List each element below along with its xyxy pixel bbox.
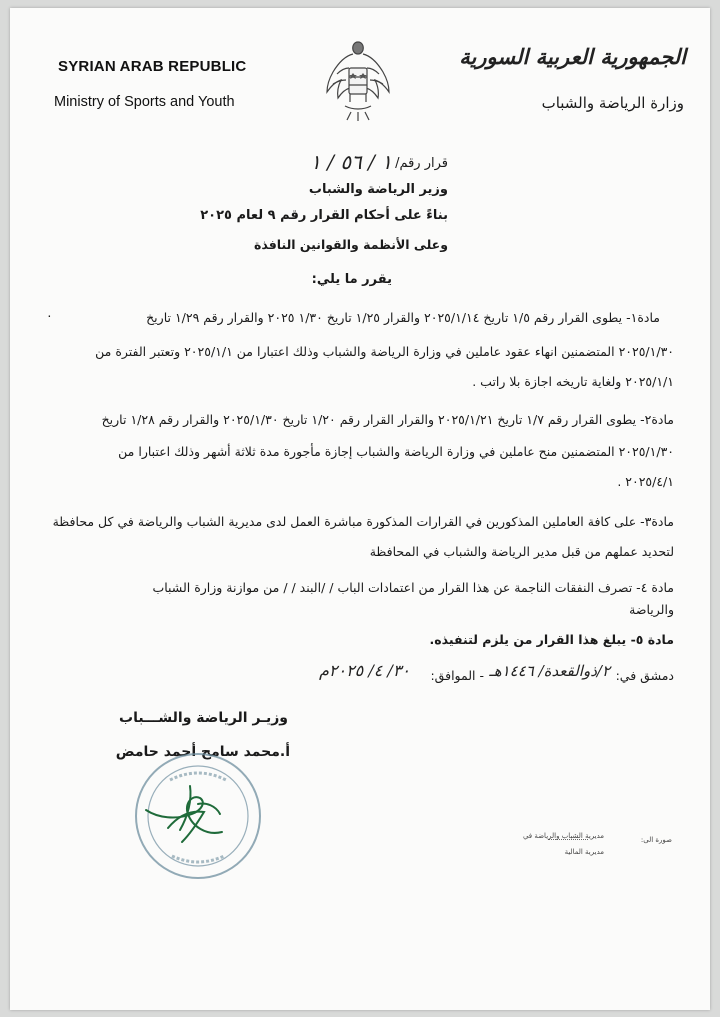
article-2-line-1: مادة٢- يطوى القرار رقم ١/٧ تاريخ ٢٠٢٥/١/٢١ والقرار القرار رقم ١/٢٠ تاريخ ٢٠٢٥/١/٣٠ والقرار رقم ١/٢٨ تاريخ — [101, 412, 674, 427]
article-5: مادة ٥- يبلغ هذا القرار من يلزم لتنفيذه. — [429, 632, 674, 647]
article-3-line-2: لتحديد عملهم من قبل مدير الرياضة والشباب في المحافظة — [369, 544, 674, 559]
article-4-line-2: والرياضة — [629, 602, 674, 617]
header-country-ar: الجمهورية العربية السورية — [459, 44, 686, 69]
article-1-line-3: ٢٠٢٥/١/١ ولغاية تاريخه اجازة بلا راتب . — [472, 374, 674, 389]
article-2-line-3: ٢٠٢٥/٤/١ . — [617, 474, 674, 489]
article-3-line-1: مادة٣- على كافة العاملين المذكورين في القرارات المذكورة مباشرة العمل لدى مديرية الشباب والرياضة في كل محافظة — [52, 514, 674, 529]
distribution-line-1: مديرية الشباب والرياضة في — [522, 832, 604, 840]
decision-number-handwritten: ١ / ٥٦ / ١ — [310, 150, 392, 174]
header-ministry-en: Ministry of Sports and Youth — [54, 94, 235, 110]
date-hijri: ٢/ذوالقعدة/ ١٤٤٦هـ — [489, 662, 610, 680]
document-page — [10, 8, 710, 1010]
header-ministry-ar: وزارة الرياضة والشباب — [541, 94, 684, 112]
official-stamp-icon — [128, 746, 268, 886]
decision-number-label: قرار رقم/ — [395, 156, 448, 171]
article-1-line-1: مادة١- يطوى القرار رقم ١/٥ تاريخ ٢٠٢٥/١/١٤ والقرار ١/٢٥ تاريخ ١/٣٠ ٢٠٢٥ والقرار رقم ١/٢٩ تاريخ — [146, 310, 660, 325]
article-4-line-1: مادة ٤- تصرف النفقات الناجمة عن هذا القرار من اعتمادات الباب / /البند / / من موازنة وزارة الشباب — [152, 580, 674, 595]
decision-issuer: وزير الرياضة والشباب — [308, 182, 448, 197]
signature-title: وزيـر الرياضة والشـــباب — [119, 710, 288, 726]
distribution-heading: صورة الى: — [640, 836, 672, 844]
decision-decides: يقرر ما يلي: — [311, 272, 392, 287]
date-label: دمشق في: — [615, 668, 674, 683]
article-1-mark: ٠ — [46, 308, 53, 323]
distribution-line-2: مديرية المالية — [564, 848, 604, 856]
decision-basis-1: بناءً على أحكام القرار رقم ٩ لعام ٢٠٢٥ — [200, 208, 448, 223]
decision-basis-2: وعلى الأنظمة والقوانين النافذة — [253, 237, 448, 252]
article-1-line-2: ٢٠٢٥/١/٣٠ المتضمنين انهاء عقود عاملين في وزارة الرياضة والشباب وذلك اعتبارا من ٢٠٢٥/١/١ وتعتبر الفترة من — [95, 344, 674, 359]
date-separator: - الموافق: — [430, 668, 484, 683]
date-gregorian: ٣٠/ ٤/ ٢٠٢٥م — [318, 661, 410, 680]
article-2-line-2: ٢٠٢٥/١/٣٠ المتضمنين منح عاملين في وزارة الرياضة والشباب إجازة مأجورة مدة ثلاثة أشهر وذلك اعتبارا من — [118, 444, 674, 459]
header-country-en: SYRIAN ARAB REPUBLIC — [58, 58, 247, 75]
signature-name: أ.محمد سامح أحمد حامض — [115, 744, 290, 760]
eagle-emblem-icon — [323, 34, 393, 130]
